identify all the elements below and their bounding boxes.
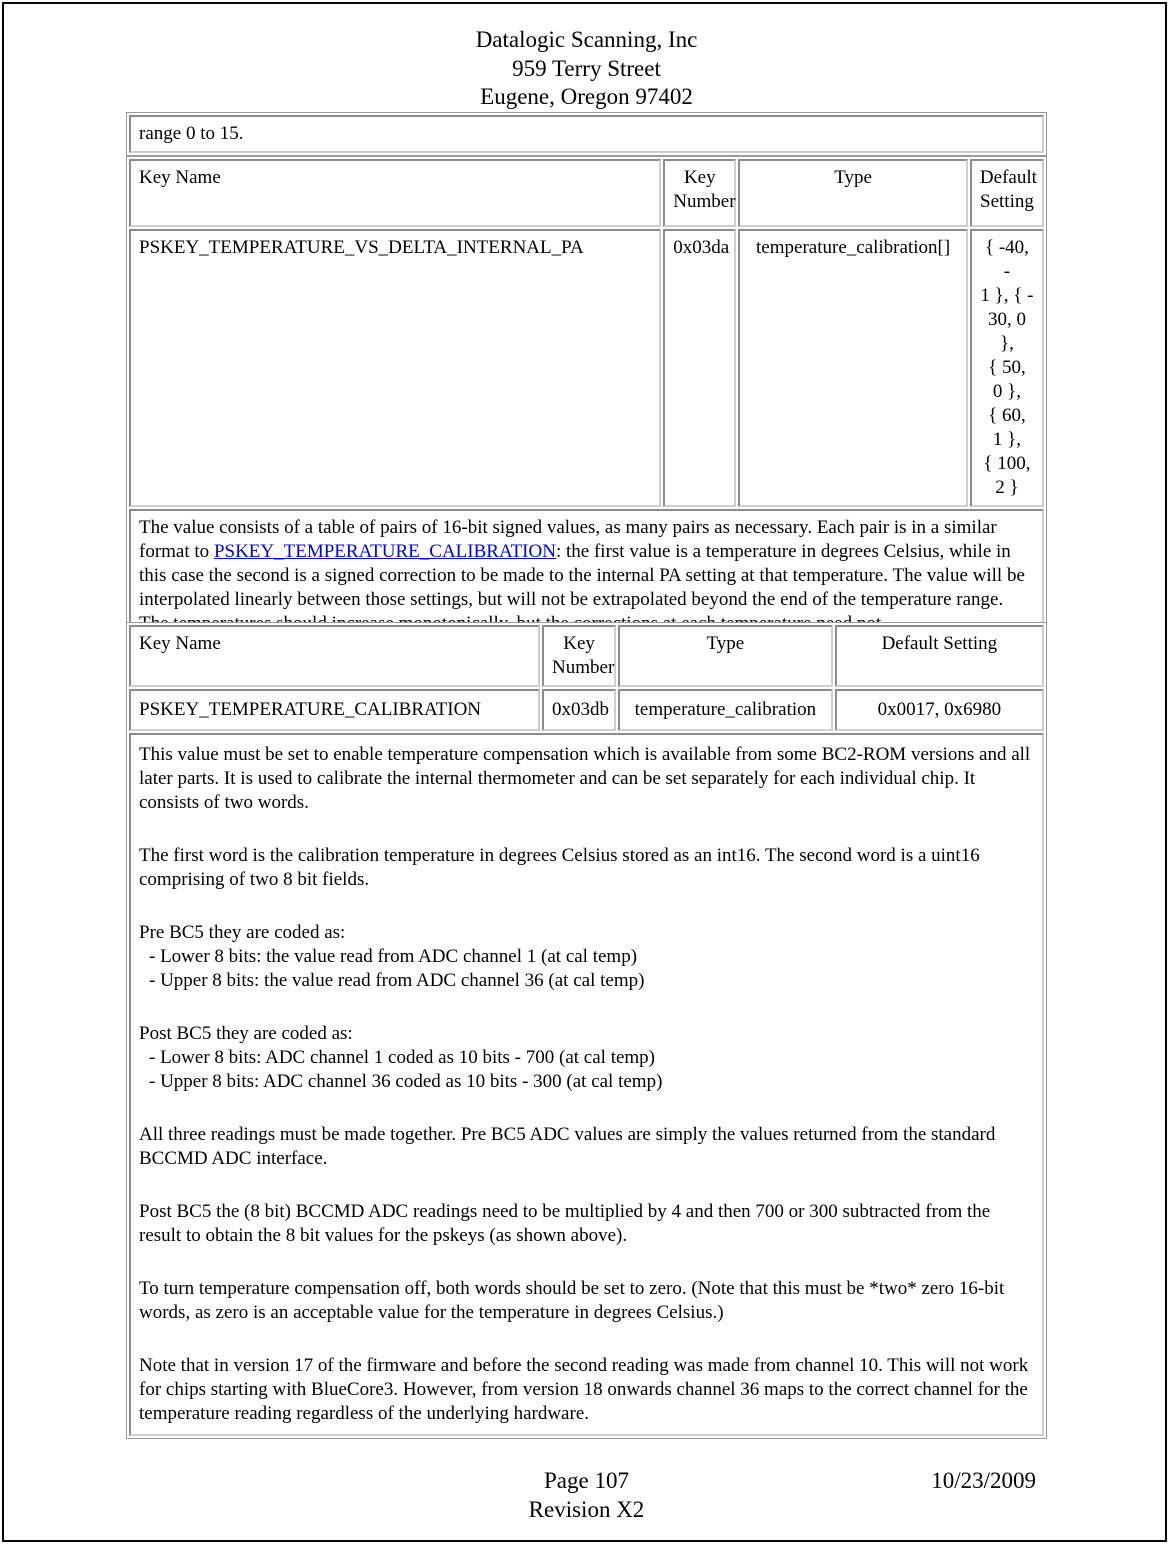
description-paragraph: Note that in version 17 of the firmware and before the second reading was made from channel 10. This will not work for chips starting with BlueCore3. However, from version 18 onwards channel 36 maps to the correct channel for the temperature reading regardless of the underlying hardware. <box>139 1355 1029 1424</box>
header-default-setting: Default Setting <box>835 625 1044 687</box>
pskey-table-delta-internal-pa <box>126 156 1047 646</box>
pskey-table-temperature-calibration <box>126 622 1047 1439</box>
company-street: 959 Terry Street <box>512 55 661 81</box>
type-cell: temperature_calibration <box>618 689 833 731</box>
page-number: Page 107 <box>544 1468 629 1493</box>
description-row <box>129 733 1044 1436</box>
range-note-box <box>126 112 1047 156</box>
header-key-name: Key Name <box>129 159 661 227</box>
header-type: Type <box>738 159 968 227</box>
pskey-temperature-calibration-link[interactable]: PSKEY_TEMPERATURE_CALIBRATION <box>213 541 556 562</box>
type-cell: temperature_calibration[] <box>738 229 968 507</box>
description-cell: The value consists of a table of pairs of 16-bit signed values, as many pairs as necessary. Each pair is in a similar format to PSKEY_TEMPERATURE_CALIBRATION: the first value is a temperature in degrees Celsius, while in this case the second is a signed correction to be made to the internal PA setting at that temperature. The value will be interpolated linearly between those settings, but will not be extrapolated beyond the end of the temperature range. <box>129 509 1044 643</box>
header-key-name: Key Name <box>129 625 540 687</box>
range-note: range 0 to 15. <box>129 115 1044 153</box>
default-setting-cell: 0x0017, 0x6980 <box>835 689 1044 731</box>
key-number-cell: 0x03da <box>663 229 736 507</box>
description-paragraph: Post BC5 the (8 bit) BCCMD ADC readings need to be multiplied by 4 and then 700 or 300 subtracted from the result to obtain the 8 bit values for the pskeys (as shown above). <box>139 1201 991 1246</box>
description-cell <box>129 733 1044 1436</box>
description-paragraph: This value must be set to enable temperature compensation which is available from some BC2-ROM versions and all later parts. It is used to calibrate the internal thermometer and can be set separately for each individual chip. It consists of two words. <box>139 744 1031 813</box>
revision: Revision X2 <box>528 1496 645 1522</box>
company-city: Eugene, Oregon 97402 <box>480 84 693 109</box>
description-paragraph: All three readings must be made together. Pre BC5 ADC values are simply the values returned from the standard BCCMD ADC interface. <box>139 1124 996 1169</box>
header-key-number: Key Number <box>663 159 736 227</box>
key-name-cell: PSKEY_TEMPERATURE_VS_DELTA_INTERNAL_PA <box>129 229 661 507</box>
document-header <box>0 26 1173 112</box>
company-name: Datalogic Scanning, Inc <box>475 27 698 52</box>
header-default-setting: Default Setting <box>970 159 1044 227</box>
table-header-row <box>129 625 1044 687</box>
table-row <box>129 689 1044 731</box>
description-paragraph: The first word is the calibration temperature in degrees Celsius stored as an int16. The second word is a uint16 comprising of two 8 bit fields. <box>139 845 980 890</box>
header-key-number: Key Number <box>542 625 616 687</box>
key-number-cell: 0x03db <box>542 689 616 731</box>
description-paragraph: To turn temperature compensation off, both words should be set to zero. (Note that this must be *two* zero 16-bit words, as zero is an acceptable value for the temperature in degrees Celsius.) <box>139 1278 1005 1323</box>
key-name-cell: PSKEY_TEMPERATURE_CALIBRATION <box>129 689 540 731</box>
document-date: 10/23/2009 <box>931 1468 1036 1493</box>
default-setting-cell: { -40, - 1 }, { - 30, 0 }, { 50, 0 }, { 60, 1 }, { 100, 2 } <box>970 229 1044 507</box>
pre-bc5-coding: Pre BC5 they are coded as: - Lower 8 bits: the value read from ADC channel 1 (at cal temp) - Upper 8 bits: the value read from ADC channel 36 (at cal temp) <box>139 922 645 991</box>
table-header-row <box>129 159 1044 227</box>
post-bc5-coding: Post BC5 they are coded as: - Lower 8 bits: ADC channel 1 coded as 10 bits - 700 (at cal temp) - Upper 8 bits: ADC channel 36 coded as 10 bits - 300 (at cal temp) <box>139 1023 663 1092</box>
header-type: Type <box>618 625 833 687</box>
table-row <box>129 229 1044 507</box>
